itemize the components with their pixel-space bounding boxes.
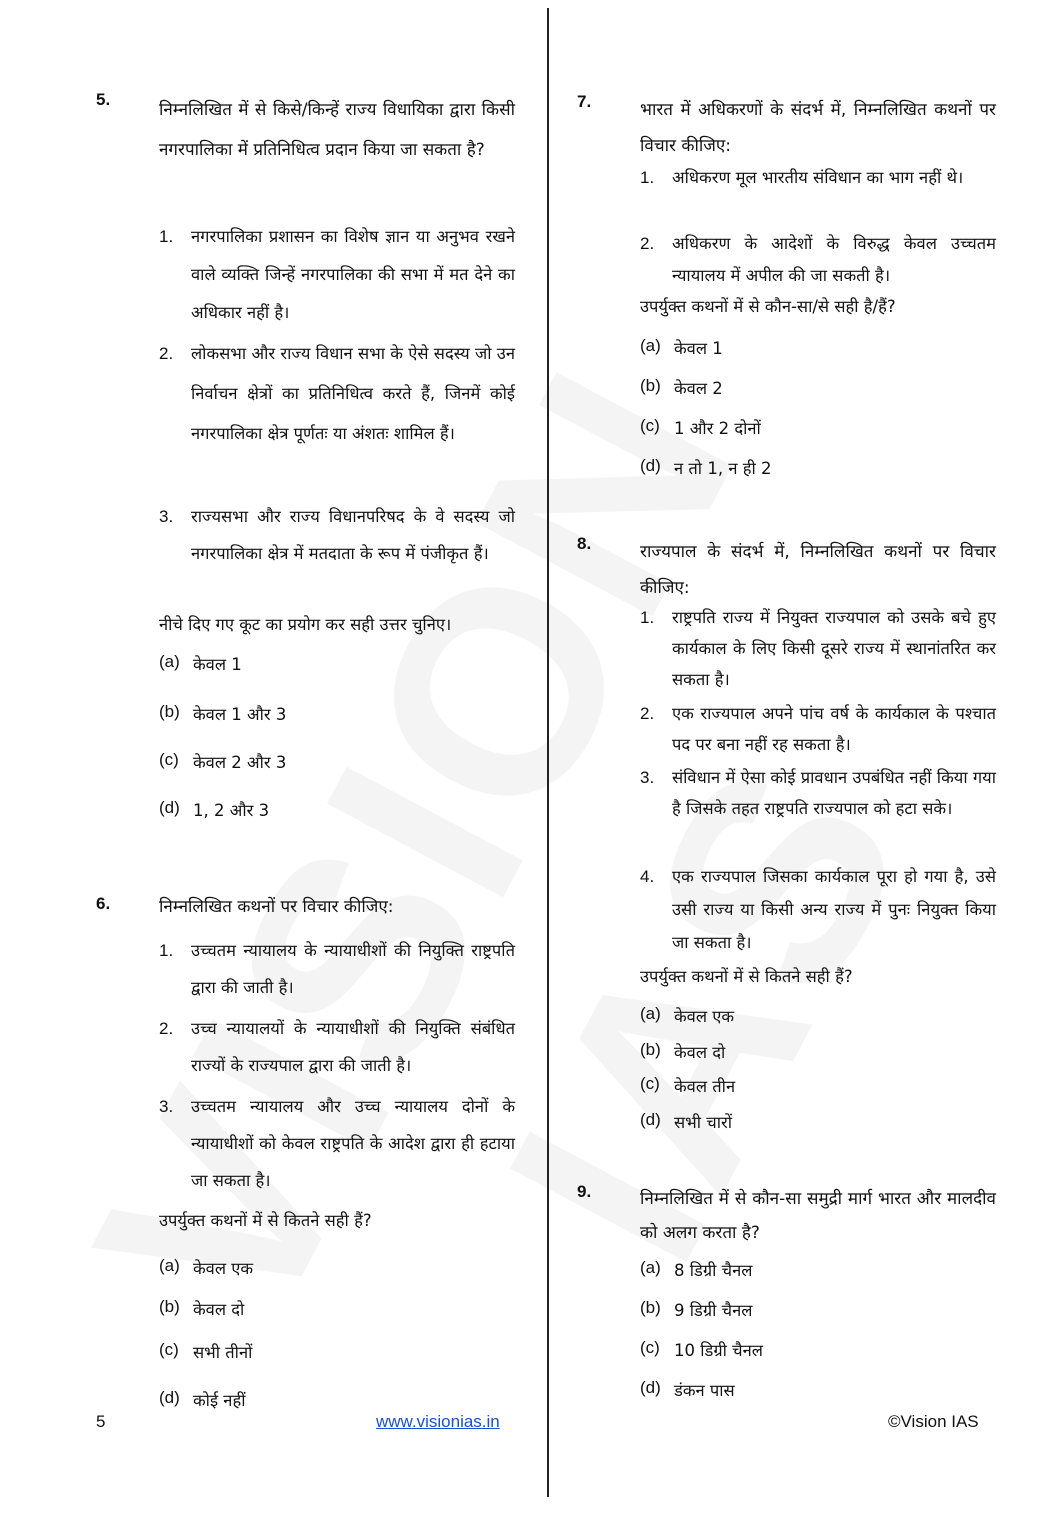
- question-stem: भारत में अधिकरणों के संदर्भ में, निम्नलिखित कथनों पर विचार कीजिए:: [640, 100, 996, 156]
- statement-text: अधिकरण मूल भारतीय संविधान का भाग नहीं थे।: [672, 168, 964, 187]
- statement-text: राज्यसभा और राज्य विधानपरिषद के वे सदस्य जो नगरपालिका क्षेत्र में मतदाता के रूप में पंजीकृत हैं।: [191, 507, 515, 563]
- statement-text: एक राज्यपाल अपने पांच वर्ष के कार्यकाल के पश्चात पद पर बना नहीं रह सकता है।: [672, 704, 996, 754]
- website-link[interactable]: www.visionias.in: [376, 1412, 500, 1431]
- option-text: केवल दो: [193, 1300, 245, 1319]
- option-label: (c): [159, 1340, 179, 1359]
- page-number: 5: [96, 1412, 106, 1431]
- option-label: (a): [640, 336, 661, 355]
- statement-number: 1.: [640, 168, 655, 187]
- statement-number: 1.: [159, 941, 174, 960]
- option-text: केवल एक: [193, 1259, 254, 1278]
- statement-text: नगरपालिका प्रशासन का विशेष ज्ञान या अनुभव रखने वाले व्यक्ति जिन्हें नगरपालिका की सभा में मत देने का अधिकार नहीं है।: [191, 227, 515, 322]
- option-label: (b): [640, 1298, 661, 1317]
- option-text: 8 डिग्री चैनल: [674, 1261, 753, 1280]
- option-text: कोई नहीं: [193, 1391, 246, 1410]
- statement-text: अधिकरण के आदेशों के विरुद्ध केवल उच्चतम न्यायालय में अपील की जा सकती है।: [672, 234, 996, 285]
- option-text: 1, 2 और 3: [193, 801, 270, 820]
- statement-number: 2.: [640, 234, 655, 253]
- option-text: केवल दो: [674, 1043, 726, 1062]
- option-label: (d): [159, 798, 180, 817]
- question-number: 8.: [577, 534, 592, 553]
- option-text: केवल 1: [193, 655, 242, 674]
- option-label: (d): [640, 456, 661, 475]
- statement-number: 3.: [159, 1097, 174, 1116]
- option-label: (d): [640, 1378, 661, 1397]
- option-label: (b): [640, 1040, 661, 1059]
- option-label: (a): [159, 1256, 180, 1275]
- option-label: (b): [159, 702, 180, 721]
- statement-text: उच्चतम न्यायालय के न्यायाधीशों की नियुक्ति राष्ट्रपति द्वारा की जाती है।: [191, 941, 515, 997]
- option-label: (c): [159, 750, 179, 769]
- option-label: (b): [640, 376, 661, 395]
- option-text: केवल एक: [674, 1007, 735, 1026]
- statement-number: 1.: [640, 608, 655, 627]
- statement-text: संविधान में ऐसा कोई प्रावधान उपबंधित नहीं किया गया है जिसके तहत राष्ट्रपति राज्यपाल को हटा सके।: [672, 768, 996, 818]
- question-number: 5.: [96, 90, 111, 109]
- statement-text: उच्च न्यायालयों के न्यायाधीशों की नियुक्ति संबंधित राज्यों के राज्यपाल द्वारा की जाती है।: [191, 1019, 515, 1075]
- option-label: (a): [640, 1258, 661, 1277]
- option-text: 10 डिग्री चैनल: [674, 1341, 763, 1360]
- option-text: डंकन पास: [674, 1381, 735, 1400]
- statement-number: 2.: [159, 344, 174, 363]
- statement-text: राष्ट्रपति राज्य में नियुक्त राज्यपाल को उसके बचे हुए कार्यकाल के लिए किसी दूसरे राज्य में स्थानांतरित कर सकता है।: [672, 608, 996, 689]
- question-stem: राज्यपाल के संदर्भ में, निम्नलिखित कथनों पर विचार कीजिए:: [640, 542, 996, 598]
- option-text: सभी तीनों: [193, 1343, 253, 1362]
- statement-number: 2.: [159, 1019, 174, 1038]
- option-text: 9 डिग्री चैनल: [674, 1301, 753, 1320]
- question-number: 9.: [577, 1182, 592, 1201]
- option-label: (d): [640, 1110, 661, 1129]
- question-stem: निम्नलिखित में से किसे/किन्हें राज्य विधायिका द्वारा किसी नगरपालिका में प्रतिनिधित्व प्रदान किया जा सकता है?: [159, 100, 515, 160]
- option-label: (c): [640, 416, 660, 435]
- option-text: 1 और 2 दोनों: [674, 419, 761, 438]
- question-number: 7.: [577, 92, 592, 111]
- question-stem: निम्नलिखित कथनों पर विचार कीजिए:: [159, 897, 394, 917]
- option-label: (a): [640, 1004, 661, 1023]
- question-stem: निम्नलिखित में से कौन-सा समुद्री मार्ग भारत और मालदीव को अलग करता है?: [640, 1189, 996, 1243]
- question-prompt: उपर्युक्त कथनों में से कितने सही हैं?: [159, 1211, 372, 1230]
- statement-number: 3.: [640, 768, 655, 787]
- option-text: केवल 1: [674, 339, 723, 358]
- statement-number: 4.: [640, 867, 655, 886]
- column-divider: [547, 8, 549, 1497]
- statement-text: एक राज्यपाल जिसका कार्यकाल पूरा हो गया है, उसे उसी राज्य या किसी अन्य राज्य में पुनः नियुक्त किया जा सकता है।: [672, 867, 996, 952]
- statement-number: 3.: [159, 507, 174, 526]
- option-text: केवल तीन: [674, 1077, 736, 1096]
- option-label: (a): [159, 652, 180, 671]
- question-prompt: उपर्युक्त कथनों में से कौन-सा/से सही है/हैं?: [640, 297, 896, 316]
- option-text: केवल 2: [674, 379, 723, 398]
- question-prompt: नीचे दिए गए कूट का प्रयोग कर सही उत्तर चुनिए।: [159, 615, 452, 634]
- option-label: (b): [159, 1297, 180, 1316]
- question-prompt: उपर्युक्त कथनों में से कितने सही हैं?: [640, 967, 853, 986]
- option-text: केवल 1 और 3: [193, 705, 287, 724]
- statement-number: 2.: [640, 704, 655, 723]
- statement-text: उच्चतम न्यायालय और उच्च न्यायालय दोनों के न्यायाधीशों को केवल राष्ट्रपति के आदेश द्वारा ही हटाया जा सकता है।: [191, 1097, 515, 1190]
- copyright: ©Vision IAS: [888, 1412, 979, 1431]
- question-number: 6.: [96, 894, 111, 913]
- statement-number: 1.: [159, 227, 174, 246]
- option-text: केवल 2 और 3: [193, 753, 287, 772]
- option-text: सभी चारों: [674, 1113, 733, 1132]
- option-label: (d): [159, 1388, 180, 1407]
- statement-text: लोकसभा और राज्य विधान सभा के ऐसे सदस्य जो उन निर्वाचन क्षेत्रों का प्रतिनिधित्व करते हैं, जिनमें कोई नगरपालिका क्षेत्र पूर्णतः या अंशतः शामिल हैं।: [191, 344, 515, 443]
- option-text: न तो 1, न ही 2: [674, 459, 772, 478]
- option-label: (c): [640, 1074, 660, 1093]
- option-label: (c): [640, 1338, 660, 1357]
